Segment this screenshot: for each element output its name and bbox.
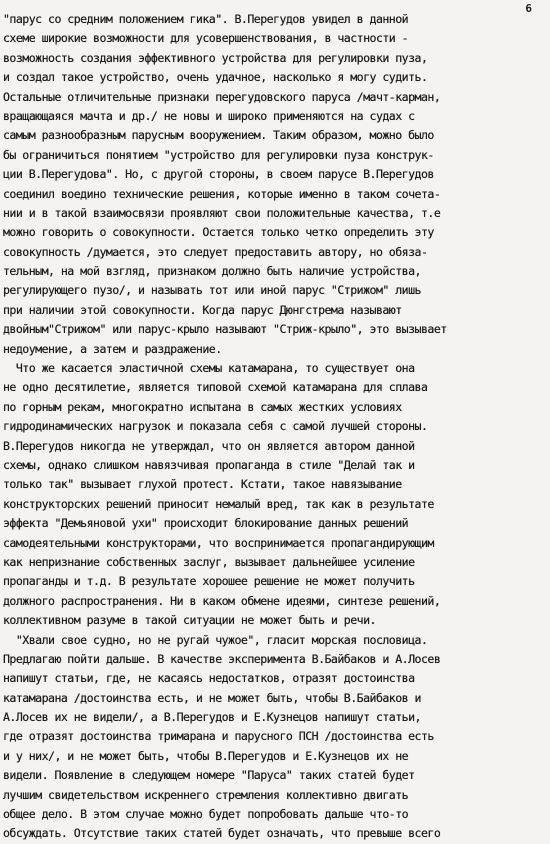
text-line: пропаганды и т.д. В результате хорошее решение не может получить — [3, 574, 415, 589]
text-line: обсуждать. Отсутствие таких статей будет означать, что превыше всего — [3, 826, 441, 841]
text-line: В.Перегудов никогда не утверждал, что он является автором данной — [3, 438, 415, 453]
text-line: двойным"Стрижом" или парус-крыло называют "Стриж-крыло", это вызывает — [3, 322, 447, 337]
text-line: бы ограничиться понятием "устройство для регулировки пуза конструк- — [3, 147, 434, 162]
text-line: "парус со средним положением гика". В.Перегудов увидел в данной — [3, 12, 409, 26]
text-line: самым разнообразным парусным вооружением. Таким образом, можно было — [3, 128, 434, 143]
text-line: и у них/, и не может быть, чтобы В.Перегудов и Е.Кузнецов их не — [3, 748, 409, 763]
text-line: должного распространения. Ни в каком обмене идеями, синтезе решений, — [3, 593, 441, 608]
text-line: Предлагаю пойти дальше. В качестве эксперимента В.Байбаков и А.Лосев — [3, 651, 441, 666]
text-line: тельным, на мой взгляд, признаком должно быть наличие устройства, — [3, 264, 421, 279]
text-line: возможность создания эффективного устройства для регулировки пуза, — [3, 50, 428, 65]
text-line: эффекта "Демьяновой ухи" происходит блокирование данных решений — [3, 516, 409, 531]
text-line: где отразят достоинства тримарана и парусного ПСН /достоинства есть — [3, 729, 434, 744]
text-line: самодеятельными конструкторами, что воспринимается пропагандирующим — [3, 535, 434, 550]
text-line: можно говорить о совокупности. Остается только четко определить эту — [3, 225, 434, 240]
text-line: совокупность /думается, это следует предоставить автору, но обяза- — [3, 244, 428, 259]
typewritten-text-body — [3, 10, 547, 844]
text-line: и создал такое устройство, очень удачное, насколько я могу судить. — [3, 70, 428, 85]
text-line: конструкторских решений приносит немалый вред, так как в результате — [3, 496, 434, 511]
text-line: недоумение, а затем и раздражение. — [3, 341, 222, 356]
text-line: видели. Появление в следующем номере "Паруса" таких статей будет — [3, 768, 415, 783]
text-line: соединил воедино технические решения, которые именно в таком сочета- — [3, 186, 441, 201]
text-line: схеме широкие возможности для усовершенствования, в частности - — [3, 31, 409, 46]
text-line: регулирующего пузо/, и называть тот или иной парус "Стрижом" лишь — [3, 283, 421, 298]
text-line: общее дело. В этом случае можно будет попробовать дальше что-то — [3, 807, 409, 822]
text-line: катамарана /достоинства есть, и не может быть, чтобы В.Байбаков и — [3, 690, 421, 705]
page-number: 6 — [525, 2, 532, 15]
text-line: нии и в такой взаимосвязи проявляют свои положительные качества, т.е — [3, 205, 441, 220]
text-line: схемы, однако слишком навязчивая пропаганда в стиле "Делай так и — [3, 457, 415, 472]
text-line: не одно десятилетие, является типовой схемой катамарана для сплава — [3, 380, 428, 395]
text-line: при наличии этой совокупности. Когда парус Дюнгстрема называют — [3, 302, 402, 317]
text-line: лучшим свидетельством искреннего стремления коллективно двигать — [3, 787, 409, 802]
text-line: Что же касается эластичной схемы катамарана, то существует она — [3, 361, 415, 376]
text-line: напишут статьи, где, не касаясь недостатков, отразят достоинства — [3, 671, 415, 686]
text-line: как непризнание собственных заслуг, вызывает дальнейшее усиление — [3, 554, 415, 569]
text-line: коллективном разуме в такой ситуации не может быть и речи. — [3, 613, 376, 628]
text-line: А.Лосев их не видели/, а В.Перегудов и Е.Кузнецов напишут статьи, — [3, 710, 421, 725]
text-line: гидродинамических нагрузок и показала себя с самой лучшей стороны. — [3, 419, 428, 434]
text-line: Остальные отличительные признаки перегудовского паруса /мачт-карман, — [3, 89, 441, 104]
text-line: только так" вызывает глухой протест. Кстати, такое навязывание — [3, 477, 402, 492]
text-line: вращающаяся мачта и др./ не новы и широко применяются на судах с — [3, 108, 415, 123]
text-line: по горным рекам, многократно испытана в самых жестких условиях — [3, 399, 402, 414]
text-line: "Хвали свое судно, но не ругай чужое", гласит морская пословица. — [3, 632, 428, 647]
text-line: ции В.Перегудова". Но, с другой стороны, в своем парусе В.Перегудов — [3, 167, 434, 182]
